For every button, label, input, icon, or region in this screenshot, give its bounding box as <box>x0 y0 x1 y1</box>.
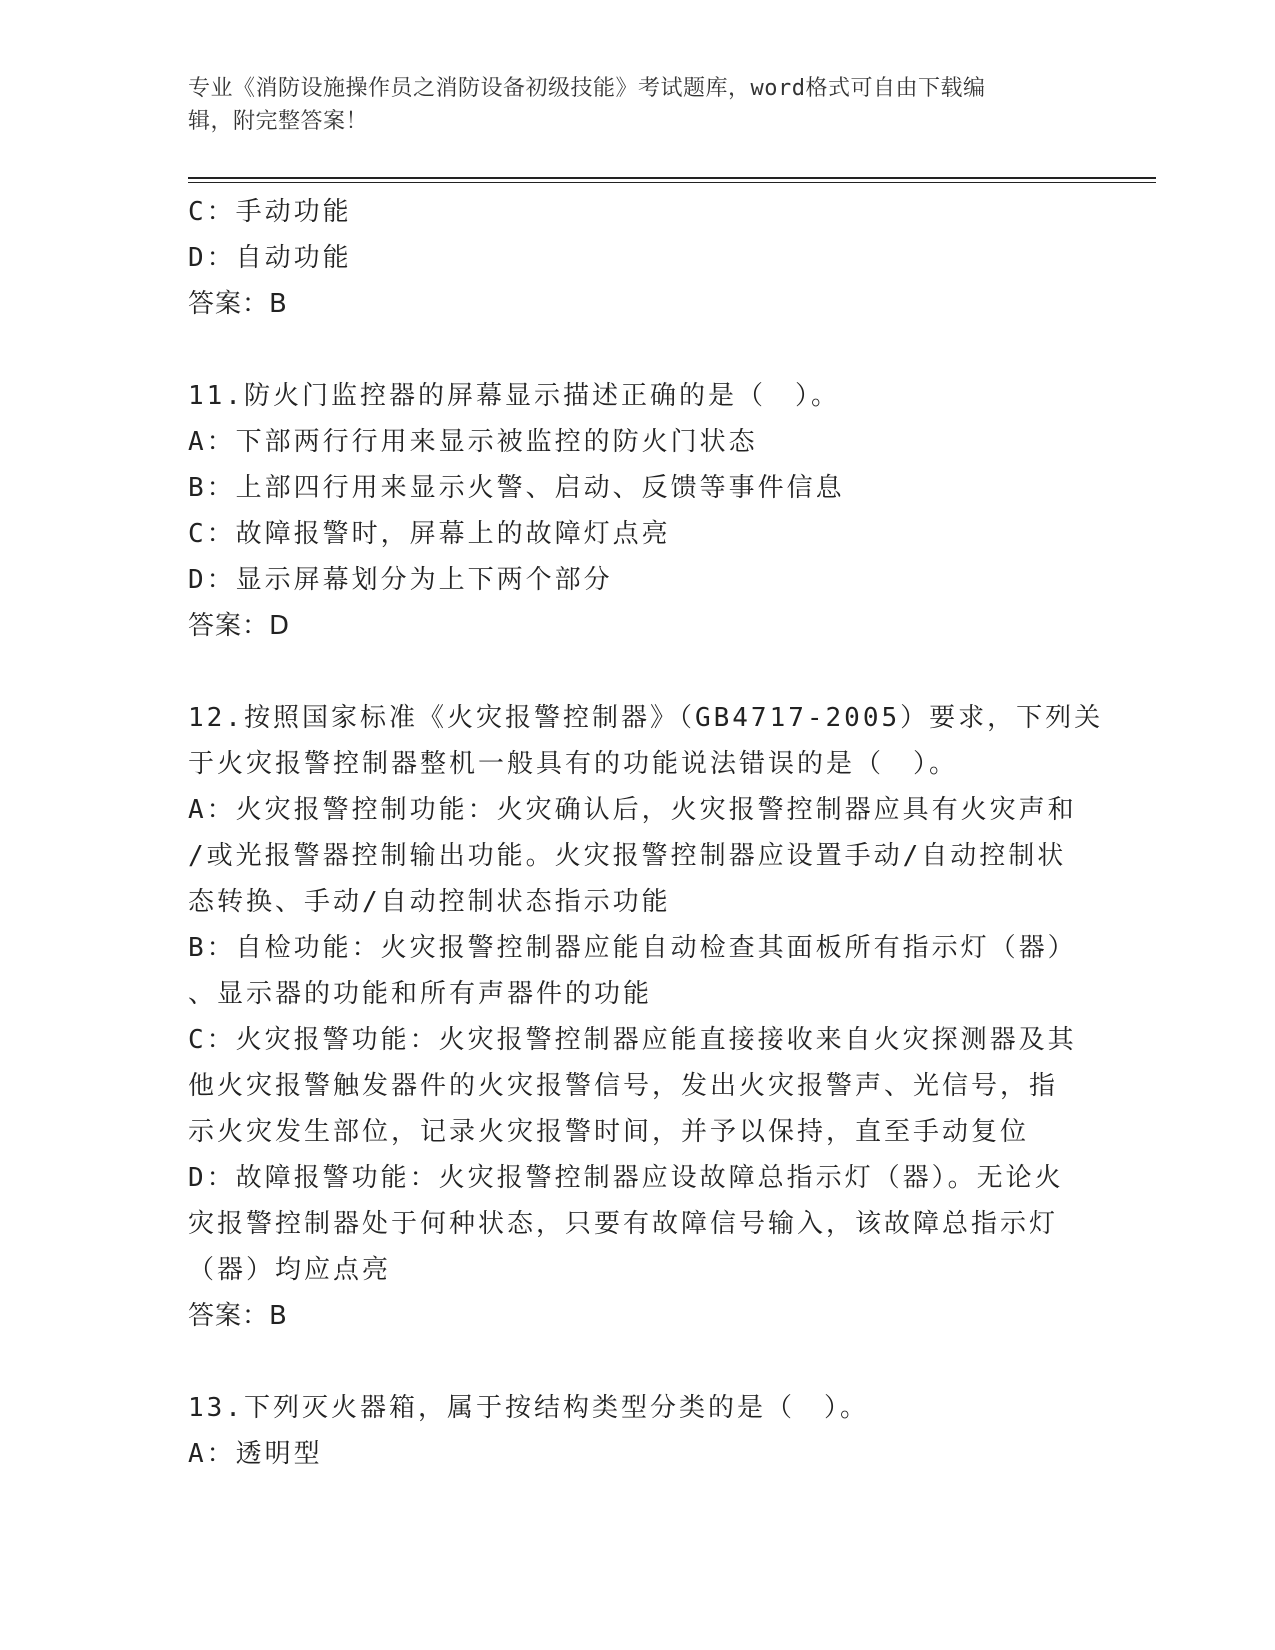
option-a: A：透明型 <box>188 1439 323 1469</box>
option-d-line-3: （器）均应点亮 <box>188 1255 392 1285</box>
question-stem: 11.防火门监控器的屏幕显示描述正确的是（ ）。 <box>188 381 840 411</box>
option-a-line-1: A：火灾报警控制功能：火灾确认后，火灾报警控制器应具有火灾声和 <box>188 795 1077 825</box>
spacer <box>188 1339 1088 1385</box>
spacer <box>188 649 1088 695</box>
question-12 <box>188 695 1104 1339</box>
option-c-line-2: 他火灾报警触发器件的火灾报警信号，发出火灾报警声、光信号，指 <box>188 1071 1059 1101</box>
question-stem: 13.下列灭火器箱，属于按结构类型分类的是（ ）。 <box>188 1393 869 1423</box>
header-rule-thin <box>188 182 1156 183</box>
spacer <box>188 327 1088 373</box>
option-a-line-3: 态转换、手动/自动控制状态指示功能 <box>188 887 671 917</box>
option-b: B：上部四行用来显示火警、启动、反馈等事件信息 <box>188 473 845 503</box>
option-c: C：手动功能 <box>188 197 352 227</box>
option-d-line-2: 灾报警控制器处于何种状态，只要有故障信号输入，该故障总指示灯 <box>188 1209 1059 1239</box>
option-c: C：故障报警时，屏幕上的故障灯点亮 <box>188 519 671 549</box>
question-body <box>188 189 1104 1477</box>
option-c-line-3: 示火灾发生部位，记录火灾报警时间，并予以保持，直至手动复位 <box>188 1117 1030 1147</box>
question-stem-line-2: 于火灾报警控制器整机一般具有的功能说法错误的是（ ）。 <box>188 749 959 779</box>
header-line-1: 专业《消防设施操作员之消防设备初级技能》考试题库，word格式可自由下载编 <box>188 76 986 101</box>
answer: 答案：D <box>188 611 291 641</box>
option-d: D：自动功能 <box>188 243 352 273</box>
question-11 <box>188 373 1088 649</box>
answer: 答案：B <box>188 1301 288 1331</box>
option-b-line-2: 、显示器的功能和所有声器件的功能 <box>188 979 653 1009</box>
question-10-tail <box>188 189 1088 327</box>
question-stem-line-1: 12.按照国家标准《火灾报警控制器》（GB4717-2005）要求，下列关 <box>188 703 1104 733</box>
page-header <box>188 72 1088 138</box>
header-rule-thick <box>188 177 1156 179</box>
question-13 <box>188 1385 1088 1477</box>
answer: 答案：B <box>188 289 288 319</box>
option-d-line-1: D：故障报警功能：火灾报警控制器应设故障总指示灯（器）。无论火 <box>188 1163 1064 1193</box>
option-b-line-1: B：自检功能：火灾报警控制器应能自动检查其面板所有指示灯（器） <box>188 933 1077 963</box>
option-a-line-2: /或光报警器控制输出功能。火灾报警控制器应设置手动/自动控制状 <box>188 841 1067 871</box>
option-d: D：显示屏幕划分为上下两个部分 <box>188 565 613 595</box>
option-c-line-1: C：火灾报警功能：火灾报警控制器应能直接接收来自火灾探测器及其 <box>188 1025 1077 1055</box>
option-a: A：下部两行行用来显示被监控的防火门状态 <box>188 427 758 457</box>
header-line-2: 辑，附完整答案！ <box>188 109 369 134</box>
